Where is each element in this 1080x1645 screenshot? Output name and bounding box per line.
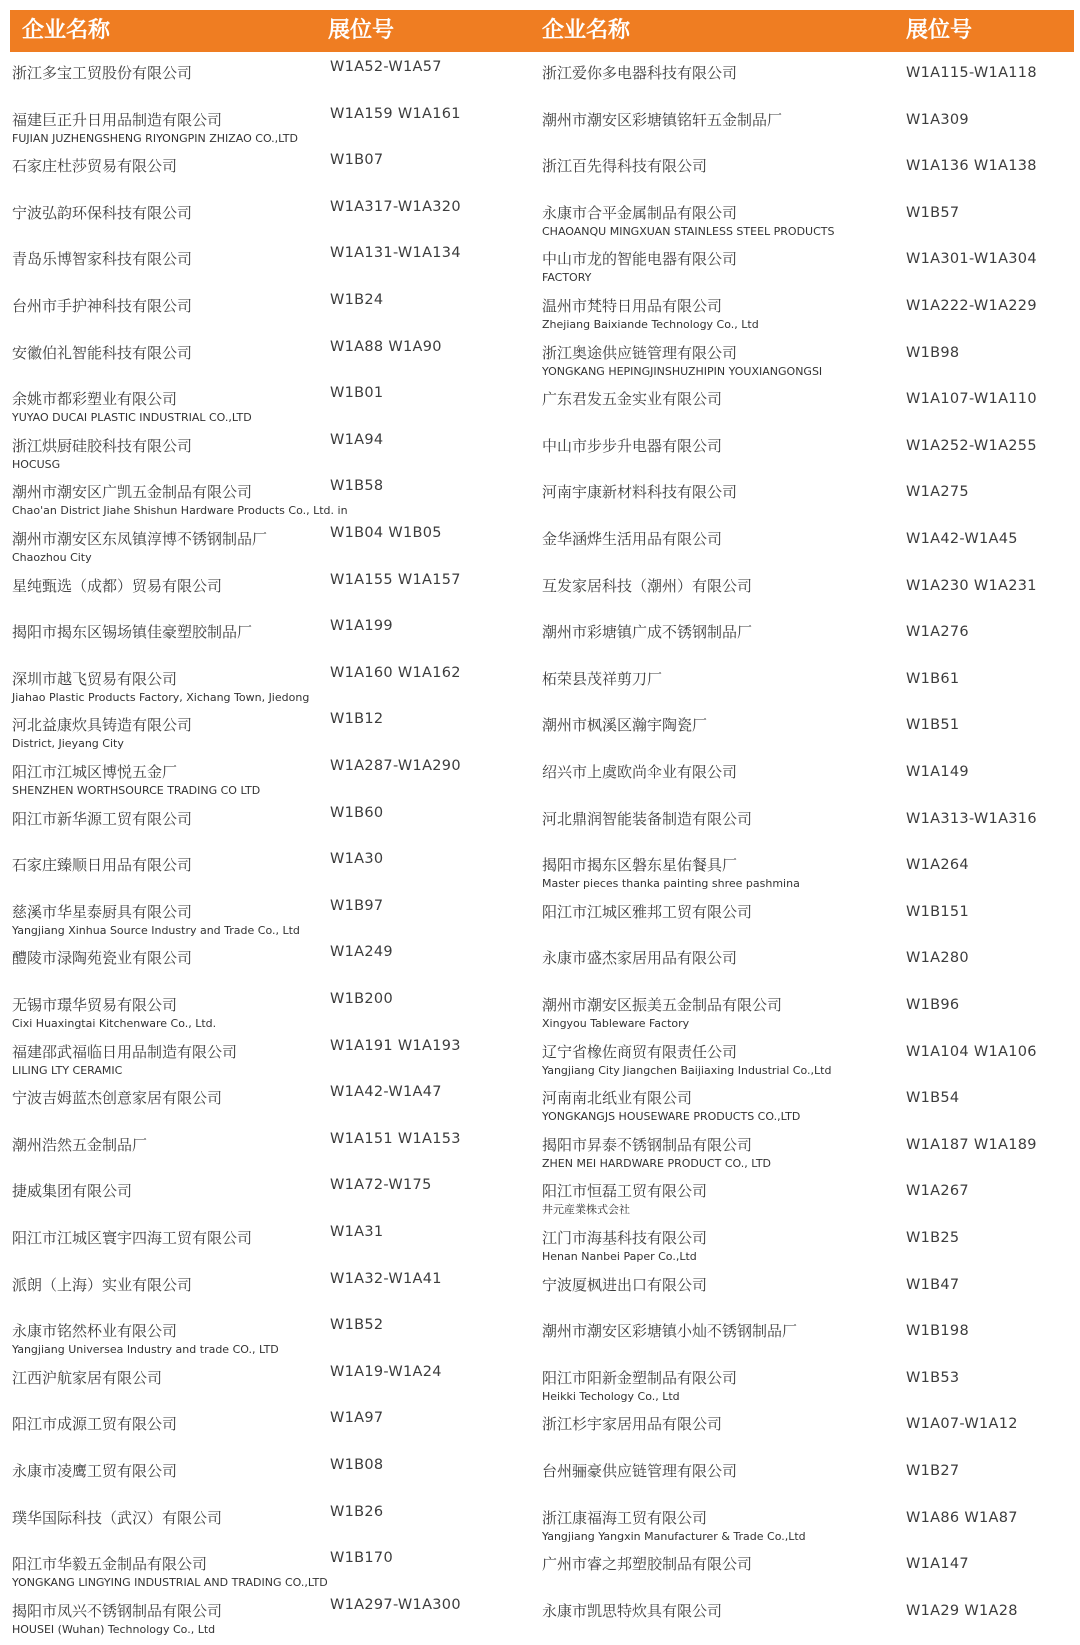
company-name-left: 醴陵市渌陶苑瓷业有限公司 [12, 949, 193, 968]
company-cell-left [12, 995, 327, 1031]
company-name-right: 潮州市潮安区彩塘镇铭轩五金制品厂 [542, 110, 783, 129]
booth-number-right: W1A115-W1A118 [906, 65, 1037, 81]
company-cell-right [542, 669, 902, 689]
company-name-left: 石家庄臻顺日用品有限公司 [12, 856, 193, 875]
company-cell-right [542, 482, 902, 502]
booth-number-left: W1A249 [330, 944, 393, 961]
company-cell-left [12, 1321, 327, 1357]
company-name-left: 阳江市江城区博悦五金厂 [12, 763, 178, 781]
company-english-name-left: Jiahao Plastic Products Factory, Xichang Town, Jiedong [12, 690, 310, 704]
company-name-left: 揭阳市揭东区锡场镇佳豪塑胶制品厂 [12, 623, 253, 642]
table-row [0, 1315, 1080, 1362]
booth-number-left: W1A31 [330, 1224, 384, 1240]
company-cell-right [542, 622, 902, 642]
company-name-right: 浙江爱你多电器科技有限公司 [542, 64, 738, 82]
table-row [0, 383, 1080, 430]
booth-number-left: W1B58 [330, 478, 384, 495]
company-name-right: 中山市龙的智能电器有限公司 [542, 250, 738, 269]
company-english-name-right: Master pieces thanka painting shree pashmina [542, 877, 800, 891]
booth-number-left: W1A88 W1A90 [330, 338, 442, 355]
booth-number-left: W1B08 [330, 1457, 384, 1473]
company-name-right: 河南南北纸业有限公司 [542, 1089, 693, 1108]
booth-number-left: W1A42-W1A47 [330, 1084, 442, 1101]
company-english-name-right: FACTORY [542, 271, 592, 285]
booth-number-left: W1A317-W1A320 [330, 198, 461, 215]
company-name-left: 阳江市成源工贸有限公司 [12, 1415, 178, 1434]
company-cell-left [12, 343, 327, 363]
company-name-left: 璞华国际科技（武汉）有限公司 [12, 1508, 223, 1527]
company-name-left: 潮州市潮安区东凤镇淳博不锈钢制品厂 [12, 530, 268, 548]
header-company-name-left: 企业名称 [22, 18, 111, 43]
company-name-left: 星纯甄选（成都）贸易有限公司 [12, 576, 223, 595]
booth-number-right: W1B98 [906, 344, 960, 361]
booth-number-left: W1B52 [330, 1317, 384, 1334]
table-row [0, 570, 1080, 617]
booth-number-left: W1A160 W1A162 [330, 664, 461, 681]
company-cell-right [542, 529, 902, 549]
table-header [10, 10, 1074, 52]
table-row [0, 1455, 1080, 1502]
company-cell-left [12, 1135, 327, 1155]
company-cell-right [542, 576, 902, 596]
company-cell-left [12, 809, 327, 829]
table-row [0, 803, 1080, 850]
company-cell-left [12, 902, 327, 938]
booth-number-left: W1A19-W1A24 [330, 1363, 442, 1380]
table-row [0, 1175, 1080, 1222]
booth-number-left: W1A297-W1A300 [330, 1596, 461, 1613]
company-name-right: 温州市梵特日用品有限公司 [542, 297, 723, 315]
company-name-right: 潮州市枫溪区瀚宇陶瓷厂 [542, 716, 708, 735]
company-english-name-right: Zhejiang Baixiande Technology Co., Ltd [542, 318, 759, 331]
company-cell-left [12, 156, 327, 176]
booth-number-right: W1A222-W1A229 [906, 298, 1037, 314]
table-row [0, 896, 1080, 943]
company-name-left: 潮州浩然五金制品厂 [12, 1135, 148, 1154]
company-cell-right [542, 1554, 902, 1574]
company-name-right: 浙江百先得科技有限公司 [542, 157, 708, 176]
table-row [0, 1222, 1080, 1269]
booth-number-left: W1B24 [330, 292, 384, 308]
company-cell-right [542, 1461, 902, 1481]
table-row [0, 150, 1080, 197]
company-name-right: 永康市凯思特炊具有限公司 [542, 1601, 723, 1620]
company-name-right: 浙江康福海工贸有限公司 [542, 1508, 708, 1527]
booth-number-right: W1A252-W1A255 [906, 437, 1037, 454]
table-row [0, 476, 1080, 523]
company-cell-right [542, 296, 902, 332]
company-name-left: 揭阳市凤兴不锈钢制品有限公司 [12, 1601, 223, 1620]
booth-number-left: W1A199 [330, 618, 393, 635]
booth-number-left: W1A131-W1A134 [330, 245, 461, 262]
company-name-right: 广州市睿之邦塑胶制品有限公司 [542, 1555, 753, 1574]
booth-number-left: W1B97 [330, 897, 384, 914]
company-name-left: 阳江市江城区寰宇四海工贸有限公司 [12, 1229, 253, 1247]
company-name-right: 潮州市潮安区振美五金制品有限公司 [542, 996, 783, 1014]
booth-number-right: W1B151 [906, 903, 969, 920]
table-row [0, 57, 1080, 104]
company-cell-left [12, 622, 327, 642]
booth-number-left: W1A94 [330, 431, 384, 448]
company-english-name-right: Heikki Techology Co., Ltd [542, 1389, 680, 1403]
table-row [0, 1595, 1080, 1642]
company-cell-right [542, 1275, 902, 1295]
booth-number-right: W1A230 W1A231 [906, 577, 1037, 594]
table-row [0, 1036, 1080, 1083]
booth-number-right: W1A309 [906, 111, 969, 128]
booth-number-right: W1A42-W1A45 [906, 531, 1018, 547]
booth-number-left: W1B170 [330, 1550, 393, 1567]
company-name-left: 宁波吉姆蓝杰创意家居有限公司 [12, 1089, 223, 1108]
company-cell-left [12, 1181, 327, 1201]
table-row [0, 989, 1080, 1036]
company-english-name-left: FUJIAN JUZHENGSHENG RIYONGPIN ZHIZAO CO.,LTD [12, 131, 298, 145]
company-english-name-left: SHENZHEN WORTHSOURCE TRADING CO LTD [12, 784, 261, 797]
company-cell-right [542, 1508, 902, 1544]
company-cell-right [542, 715, 902, 735]
company-cell-left [12, 855, 327, 875]
company-cell-right [542, 995, 902, 1031]
company-cell-left [12, 1368, 327, 1388]
booth-number-right: W1B198 [906, 1323, 969, 1340]
table-row [0, 663, 1080, 710]
table-row [0, 337, 1080, 384]
header-booth-number-left: 展位号 [328, 18, 395, 43]
table-row [0, 1129, 1080, 1176]
company-name-right: 河北鼎润智能装备制造有限公司 [542, 809, 753, 828]
company-cell-right [542, 809, 902, 829]
booth-number-right: W1A29 W1A28 [906, 1602, 1018, 1619]
table-row [0, 104, 1080, 151]
table-row [0, 523, 1080, 570]
company-name-left: 阳江市华毅五金制品有限公司 [12, 1555, 208, 1574]
table-row [0, 197, 1080, 244]
company-name-right: 永康市合平金属制品有限公司 [542, 203, 738, 222]
company-cell-left [12, 762, 327, 798]
booth-number-right: W1B53 [906, 1369, 960, 1386]
company-name-left: 阳江市新华源工贸有限公司 [12, 809, 193, 828]
booth-number-right: W1A264 [906, 857, 969, 874]
company-english-name-right: ZHEN MEI HARDWARE PRODUCT CO., LTD [542, 1156, 772, 1170]
exhibitor-table [0, 57, 1080, 1645]
company-english-name-left: HOUSEI (Wuhan) Technology Co., Ltd [12, 1622, 216, 1636]
company-name-left: 派朗（上海）实业有限公司 [12, 1275, 193, 1294]
company-english-name-left: Chaozhou City [12, 551, 92, 564]
company-cell-left [12, 249, 327, 269]
booth-number-left: W1B200 [330, 991, 393, 1007]
company-cell-right [542, 762, 902, 782]
booth-number-left: W1A151 W1A153 [330, 1130, 461, 1147]
company-name-right: 阳江市恒磊工贸有限公司 [542, 1182, 708, 1201]
company-name-right: 阳江市江城区雅邦工贸有限公司 [542, 902, 753, 921]
table-row [0, 430, 1080, 477]
company-english-name-right: CHAOANQU MINGXUAN STAINLESS STEEL PRODUCTS [542, 224, 835, 238]
company-cell-left [12, 715, 327, 751]
booth-number-left: W1A155 W1A157 [330, 571, 461, 588]
company-cell-right [542, 1368, 902, 1404]
company-cell-left [12, 63, 327, 83]
company-name-right: 广东君发五金实业有限公司 [542, 390, 723, 409]
company-name-left: 慈溪市华星泰厨具有限公司 [12, 902, 193, 921]
company-name-left: 石家庄杜莎贸易有限公司 [12, 157, 178, 176]
booth-number-left: W1B60 [330, 804, 384, 821]
company-cell-left [12, 1414, 327, 1434]
booth-number-right: W1B61 [906, 670, 960, 687]
company-english-name-right: 井元産業株式会社 [542, 1203, 630, 1217]
company-english-name-right: Henan Nanbei Paper Co.,Ltd [542, 1250, 697, 1263]
company-cell-left [12, 1508, 327, 1528]
company-cell-left [12, 948, 327, 968]
company-english-name-left: Yangjiang Universea Industry and trade CO., LTD [12, 1343, 279, 1357]
booth-number-left: W1A30 [330, 851, 384, 868]
booth-number-left: W1A287-W1A290 [330, 758, 461, 774]
booth-number-left: W1B01 [330, 385, 384, 402]
company-cell-left [12, 1042, 327, 1078]
company-cell-right [542, 1181, 902, 1217]
company-cell-left [12, 669, 327, 705]
company-cell-left [12, 389, 327, 425]
company-name-left: 宁波弘韵环保科技有限公司 [12, 203, 193, 222]
company-name-right: 揭阳市昇泰不锈钢制品有限公司 [542, 1135, 753, 1154]
company-cell-right [542, 1321, 902, 1341]
table-row [0, 1408, 1080, 1455]
table-row [0, 1548, 1080, 1595]
company-english-name-right: YONGKANG HEPINGJINSHUZHIPIN YOUXIANGONGSI [542, 364, 823, 378]
company-english-name-right: YONGKANGJS HOUSEWARE PRODUCTS CO.,LTD [542, 1110, 801, 1124]
company-name-right: 江门市海基科技有限公司 [542, 1229, 708, 1247]
booth-number-right: W1A149 [906, 764, 969, 780]
company-english-name-right: Yangjiang City Jiangchen Baijiaxing Industrial Co.,Ltd [542, 1063, 832, 1077]
company-name-left: 永康市铭然杯业有限公司 [12, 1322, 178, 1341]
company-cell-left [12, 482, 348, 518]
booth-number-right: W1A275 [906, 484, 969, 501]
table-row [0, 709, 1080, 756]
booth-number-right: W1B51 [906, 717, 960, 734]
company-cell-right [542, 343, 902, 379]
company-cell-left [12, 529, 327, 565]
company-name-right: 绍兴市上虞欧尚伞业有限公司 [542, 763, 738, 781]
company-name-left: 深圳市越飞贸易有限公司 [12, 669, 178, 688]
booth-number-right: W1B27 [906, 1463, 960, 1479]
company-cell-right [542, 63, 902, 83]
company-cell-right [542, 948, 902, 968]
booth-number-left: W1A97 [330, 1410, 384, 1427]
company-cell-right [542, 855, 902, 891]
booth-number-left: W1A191 W1A193 [330, 1037, 461, 1054]
company-name-right: 永康市盛杰家居用品有限公司 [542, 949, 738, 968]
table-row [0, 616, 1080, 663]
booth-number-right: W1A280 [906, 950, 969, 967]
company-cell-right [542, 436, 902, 456]
company-name-right: 台州骊豪供应链管理有限公司 [542, 1462, 738, 1480]
company-cell-left [12, 1275, 327, 1295]
company-cell-right [542, 902, 902, 922]
table-row [0, 243, 1080, 290]
company-name-left: 无锡市璟华贸易有限公司 [12, 996, 178, 1014]
booth-number-right: W1A86 W1A87 [906, 1509, 1018, 1526]
company-name-right: 潮州市彩塘镇广成不锈钢制品厂 [542, 623, 753, 642]
company-english-name-left: HOCUSG [12, 457, 61, 471]
company-cell-right [542, 156, 902, 176]
booth-number-left: W1B04 W1B05 [330, 525, 442, 541]
booth-number-right: W1B57 [906, 204, 960, 221]
company-english-name-left: Chao'an District Jiahe Shishun Hardware Products Co., Ltd. in [12, 504, 348, 518]
company-english-name-right: Xingyou Tableware Factory [542, 1017, 690, 1030]
company-cell-right [542, 389, 902, 409]
company-english-name-left: YUYAO DUCAI PLASTIC INDUSTRIAL CO.,LTD [12, 411, 252, 425]
company-cell-right [542, 249, 902, 285]
company-name-right: 互发家居科技（潮州）有限公司 [542, 576, 753, 595]
table-row [0, 849, 1080, 896]
company-cell-left [12, 1461, 327, 1481]
company-name-right: 辽宁省橡佐商贸有限责任公司 [542, 1042, 738, 1061]
company-cell-left [12, 1088, 327, 1108]
booth-number-right: W1B47 [906, 1276, 960, 1293]
company-name-left: 江西沪航家居有限公司 [12, 1368, 163, 1387]
company-english-name-left: YONGKANG LINGYING INDUSTRIAL AND TRADING CO.,LTD [12, 1576, 328, 1590]
company-name-left: 浙江烘厨硅胶科技有限公司 [12, 436, 193, 455]
company-english-name-left: Yangjiang Xinhua Source Industry and Trade Co., Ltd [12, 923, 300, 937]
company-name-left: 青岛乐博智家科技有限公司 [12, 250, 193, 269]
booth-number-right: W1A107-W1A110 [906, 391, 1037, 408]
company-cell-right [542, 1042, 902, 1078]
company-cell-right [542, 1414, 902, 1434]
company-cell-left [12, 576, 327, 596]
company-name-right: 金华涵烨生活用品有限公司 [542, 530, 723, 548]
table-row [0, 942, 1080, 989]
booth-number-left: W1B07 [330, 152, 384, 169]
company-name-left: 潮州市潮安区广凯五金制品有限公司 [12, 483, 253, 502]
booth-number-left: W1B26 [330, 1503, 384, 1520]
booth-number-right: W1A276 [906, 624, 969, 641]
company-name-left: 余姚市都彩塑业有限公司 [12, 390, 178, 409]
table-row [0, 1502, 1080, 1549]
booth-number-left: W1A72-W175 [330, 1177, 432, 1194]
company-name-left: 福建巨正升日用品制造有限公司 [12, 110, 223, 129]
booth-number-left: W1A159 W1A161 [330, 105, 461, 122]
company-cell-left [12, 1601, 327, 1637]
table-row [0, 290, 1080, 337]
company-name-right: 揭阳市揭东区磐东星佑餐具厂 [542, 856, 738, 875]
booth-number-right: W1A301-W1A304 [906, 251, 1037, 268]
header-company-name-right: 企业名称 [542, 18, 631, 43]
company-name-left: 捷威集团有限公司 [12, 1182, 133, 1201]
booth-number-right: W1B25 [906, 1230, 960, 1246]
booth-number-left: W1A52-W1A57 [330, 59, 442, 75]
company-english-name-left: LILING LTY CERAMIC [12, 1063, 123, 1077]
header-booth-number-right: 展位号 [906, 18, 973, 43]
company-cell-right [542, 1601, 902, 1621]
table-row [0, 1362, 1080, 1409]
company-cell-left [12, 1554, 327, 1590]
booth-number-right: W1A104 W1A106 [906, 1043, 1037, 1060]
booth-number-right: W1A267 [906, 1183, 969, 1200]
company-name-right: 浙江杉宇家居用品有限公司 [542, 1415, 723, 1434]
company-name-right: 河南宇康新材料科技有限公司 [542, 483, 738, 502]
booth-number-right: W1A136 W1A138 [906, 158, 1037, 175]
booth-number-right: W1A147 [906, 1556, 969, 1573]
company-cell-left [12, 110, 327, 146]
company-name-left: 安徽伯礼智能科技有限公司 [12, 343, 193, 362]
company-name-right: 浙江奥途供应链管理有限公司 [542, 343, 738, 362]
company-name-right: 柘荣县茂祥剪刀厂 [542, 669, 663, 688]
company-name-right: 潮州市潮安区彩塘镇小灿不锈钢制品厂 [542, 1322, 798, 1341]
company-name-right: 中山市步步升电器有限公司 [542, 436, 723, 455]
booth-number-right: W1B54 [906, 1090, 960, 1107]
company-name-left: 台州市手护神科技有限公司 [12, 297, 193, 315]
company-english-name-right: Yangjiang Yangxin Manufacturer & Trade Co.,Ltd [542, 1529, 806, 1543]
company-cell-right [542, 1135, 902, 1171]
table-row [0, 1269, 1080, 1316]
table-row [0, 756, 1080, 803]
company-english-name-left: District, Jieyang City [12, 737, 124, 751]
company-cell-left [12, 203, 327, 223]
company-cell-right [542, 1088, 902, 1124]
company-cell-right [542, 110, 902, 130]
company-name-left: 福建邵武福临日用品制造有限公司 [12, 1042, 238, 1061]
company-cell-left [12, 1228, 327, 1248]
booth-number-right: W1A07-W1A12 [906, 1416, 1018, 1433]
company-name-right: 阳江市阳新金塑制品有限公司 [542, 1368, 738, 1387]
booth-number-left: W1A32-W1A41 [330, 1270, 442, 1287]
company-name-right: 宁波厦枫进出口有限公司 [542, 1275, 708, 1294]
company-english-name-left: Cixi Huaxingtai Kitchenware Co., Ltd. [12, 1017, 217, 1030]
company-name-left: 河北益康炊具铸造有限公司 [12, 716, 193, 735]
booth-number-right: W1A313-W1A316 [906, 810, 1037, 827]
booth-number-right: W1A187 W1A189 [906, 1136, 1037, 1153]
company-cell-right [542, 203, 902, 239]
company-cell-right [542, 1228, 902, 1264]
company-cell-left [12, 296, 327, 316]
company-name-left: 永康市凌鹰工贸有限公司 [12, 1462, 178, 1480]
table-row [0, 1082, 1080, 1129]
booth-number-left: W1B12 [330, 711, 384, 728]
company-cell-left [12, 436, 327, 472]
booth-number-right: W1B96 [906, 997, 960, 1013]
company-name-left: 浙江多宝工贸股份有限公司 [12, 64, 193, 82]
